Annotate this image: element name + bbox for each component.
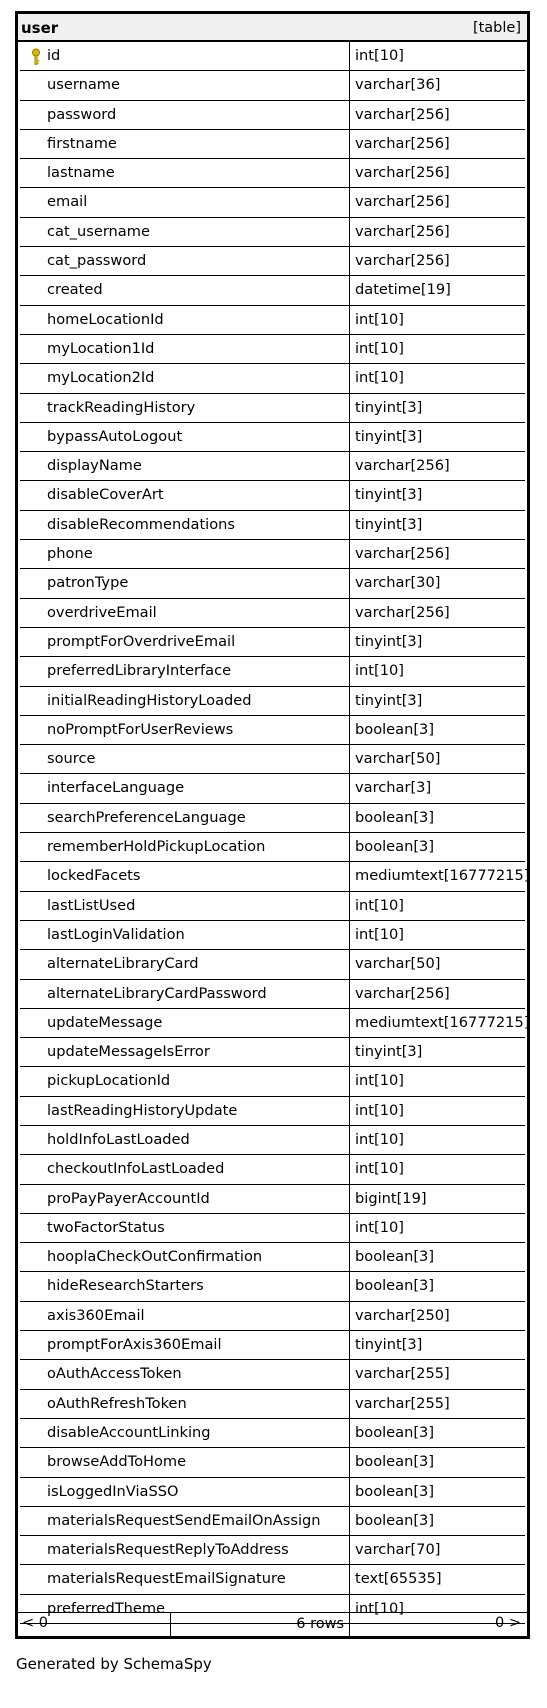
column-name: preferredLibraryInterface [20, 657, 350, 685]
column-name: phone [20, 540, 350, 568]
column-name: preferredTheme [20, 1595, 350, 1623]
column-name: alternateLibraryCard [20, 950, 350, 978]
column-type: tinyint[3] [355, 398, 423, 416]
column-list [20, 42, 530, 1624]
table-row [20, 101, 525, 130]
column-type: int[10] [355, 1130, 404, 1148]
column-type: boolean[3] [355, 1277, 435, 1295]
column-name: myLocation2Id [20, 364, 350, 392]
column-type: varchar[256] [355, 222, 450, 240]
table-row [20, 892, 525, 921]
column-type: varchar[50] [355, 750, 441, 768]
column-name: checkoutInfoLastLoaded [20, 1155, 350, 1183]
table-row [20, 1536, 525, 1565]
table-row [20, 1038, 525, 1067]
table-row [20, 833, 525, 862]
column-name: disableRecommendations [20, 511, 350, 539]
column-type: int[10] [355, 1218, 404, 1236]
table-row [20, 1185, 525, 1214]
table-row [20, 1390, 525, 1419]
column-name: promptForOverdriveEmail [20, 628, 350, 656]
column-type: boolean[3] [355, 838, 435, 856]
column-type: int[10] [355, 1599, 404, 1617]
table-row [20, 1507, 525, 1536]
column-name: lastListUsed [20, 892, 350, 920]
column-type: varchar[250] [355, 1306, 450, 1324]
table-row [20, 394, 525, 423]
table-box [15, 11, 530, 1639]
table-header [18, 14, 527, 42]
column-type: varchar[256] [355, 164, 450, 182]
column-name: created [20, 276, 350, 304]
table-row [20, 1155, 525, 1184]
table-row [20, 921, 525, 950]
column-name: lastLoginValidation [20, 921, 350, 949]
table-row [20, 42, 525, 71]
column-type: varchar[30] [355, 574, 441, 592]
table-name: user [21, 19, 59, 37]
table-row [20, 188, 525, 217]
column-type: tinyint[3] [355, 427, 423, 445]
table-row [20, 1067, 525, 1096]
column-type: int[10] [355, 310, 404, 328]
table-row [20, 276, 525, 305]
table-row [20, 950, 525, 979]
table-row [20, 452, 525, 481]
column-name: displayName [20, 452, 350, 480]
table-row [20, 599, 525, 628]
table-row [20, 980, 525, 1009]
column-type: varchar[255] [355, 1394, 450, 1412]
table-row [20, 130, 525, 159]
table-row [20, 481, 525, 510]
column-name: cat_password [20, 247, 350, 275]
column-type: int[10] [355, 339, 404, 357]
column-type: tinyint[3] [355, 1336, 423, 1354]
column-name: updateMessage [20, 1009, 350, 1037]
column-name: disableAccountLinking [20, 1419, 350, 1447]
column-type: varchar[256] [355, 105, 450, 123]
column-name: patronType [20, 569, 350, 597]
column-type: datetime[19] [355, 281, 451, 299]
table-row [20, 306, 525, 335]
table-row [20, 862, 530, 891]
column-type: text[65535] [355, 1570, 442, 1588]
column-type: int[10] [355, 1072, 404, 1090]
column-type: boolean[3] [355, 720, 435, 738]
table-row [20, 1272, 525, 1301]
table-row [20, 628, 525, 657]
column-type: varchar[50] [355, 955, 441, 973]
column-name: lastReadingHistoryUpdate [20, 1097, 350, 1125]
column-type: varchar[3] [355, 779, 432, 797]
column-type: varchar[256] [355, 984, 450, 1002]
table-row [20, 423, 525, 452]
column-name: oAuthAccessToken [20, 1360, 350, 1388]
column-name: initialReadingHistoryLoaded [20, 687, 350, 715]
column-type: varchar[256] [355, 134, 450, 152]
parents-count: < 0 [22, 1615, 48, 1631]
column-name: pickupLocationId [20, 1067, 350, 1095]
column-name: username [20, 71, 350, 99]
column-type: boolean[3] [355, 1511, 435, 1529]
key-icon [29, 48, 43, 66]
column-name: updateMessageIsError [20, 1038, 350, 1066]
table-row [20, 364, 525, 393]
column-name: password [20, 101, 350, 129]
column-name: browseAddToHome [20, 1448, 350, 1476]
column-name: cat_username [20, 218, 350, 246]
column-name: homeLocationId [20, 306, 350, 334]
row-count: 6 rows [170, 1613, 350, 1636]
column-name: id [20, 42, 350, 70]
table-row [20, 540, 525, 569]
column-name: materialsRequestSendEmailOnAssign [20, 1507, 350, 1535]
table-row [20, 1126, 525, 1155]
table-row [20, 569, 525, 598]
table-row [20, 218, 525, 247]
table-row [20, 804, 525, 833]
column-name: noPromptForUserReviews [20, 716, 350, 744]
column-name: searchPreferenceLanguage [20, 804, 350, 832]
column-type: varchar[70] [355, 1541, 441, 1559]
column-name: interfaceLanguage [20, 774, 350, 802]
column-name: hideResearchStarters [20, 1272, 350, 1300]
table-footer [18, 1612, 527, 1636]
column-name: rememberHoldPickupLocation [20, 833, 350, 861]
table-row [20, 247, 525, 276]
table-row [20, 657, 525, 686]
column-name: disableCoverArt [20, 481, 350, 509]
column-type: varchar[255] [355, 1365, 450, 1383]
column-type: int[10] [355, 925, 404, 943]
column-type: tinyint[3] [355, 691, 423, 709]
column-type: bigint[19] [355, 1189, 427, 1207]
column-name: isLoggedInViaSSO [20, 1478, 350, 1506]
table-row [20, 1360, 525, 1389]
table-row [20, 1009, 530, 1038]
column-name: materialsRequestReplyToAddress [20, 1536, 350, 1564]
children-count: 0 > [495, 1615, 521, 1631]
column-type: varchar[256] [355, 457, 450, 475]
column-type: varchar[256] [355, 193, 450, 211]
column-type: varchar[36] [355, 76, 441, 94]
column-name: trackReadingHistory [20, 394, 350, 422]
table-row [20, 774, 525, 803]
table-row [20, 1478, 525, 1507]
table-type-label: [table] [472, 20, 521, 36]
table-row [20, 511, 525, 540]
table-row [20, 1565, 525, 1594]
column-type: tinyint[3] [355, 1043, 423, 1061]
column-type: varchar[256] [355, 252, 450, 270]
table-row [20, 745, 525, 774]
column-name: lockedFacets [20, 862, 350, 890]
column-type: tinyint[3] [355, 515, 423, 533]
column-type: int[10] [355, 662, 404, 680]
table-row [20, 687, 525, 716]
column-name: proPayPayerAccountId [20, 1185, 350, 1213]
column-type: boolean[3] [355, 1423, 435, 1441]
column-type: mediumtext[16777215] [355, 867, 530, 885]
column-type: boolean[3] [355, 808, 435, 826]
column-type: int[10] [355, 896, 404, 914]
column-name: holdInfoLastLoaded [20, 1126, 350, 1154]
table-row [20, 1448, 525, 1477]
column-name: overdriveEmail [20, 599, 350, 627]
table-row [20, 1331, 525, 1360]
column-type: int[10] [355, 47, 404, 64]
column-name: promptForAxis360Email [20, 1331, 350, 1359]
table-row [20, 71, 525, 100]
column-type: boolean[3] [355, 1482, 435, 1500]
column-type: varchar[256] [355, 603, 450, 621]
column-name: source [20, 745, 350, 773]
column-type: int[10] [355, 1101, 404, 1119]
column-name: twoFactorStatus [20, 1214, 350, 1242]
column-name: bypassAutoLogout [20, 423, 350, 451]
column-name: axis360Email [20, 1302, 350, 1330]
table-row [20, 1097, 525, 1126]
column-name: hooplaCheckOutConfirmation [20, 1243, 350, 1271]
column-type: boolean[3] [355, 1248, 435, 1266]
column-name: myLocation1Id [20, 335, 350, 363]
column-type: boolean[3] [355, 1453, 435, 1471]
column-type: tinyint[3] [355, 632, 423, 650]
table-row [20, 716, 525, 745]
table-row [20, 1214, 525, 1243]
column-name: email [20, 188, 350, 216]
column-name: lastname [20, 159, 350, 187]
table-row [20, 335, 525, 364]
column-name: oAuthRefreshToken [20, 1390, 350, 1418]
table-row [20, 1302, 525, 1331]
column-type: mediumtext[16777215] [355, 1013, 530, 1031]
column-name: alternateLibraryCardPassword [20, 980, 350, 1008]
table-row [20, 1419, 525, 1448]
table-row [20, 159, 525, 188]
column-type: int[10] [355, 369, 404, 387]
table-row [20, 1243, 525, 1272]
generated-by-credit: Generated by SchemaSpy [16, 1655, 212, 1673]
column-type: tinyint[3] [355, 486, 423, 504]
column-name: firstname [20, 130, 350, 158]
column-name: materialsRequestEmailSignature [20, 1565, 350, 1593]
column-type: varchar[256] [355, 545, 450, 563]
column-type: int[10] [355, 1160, 404, 1178]
